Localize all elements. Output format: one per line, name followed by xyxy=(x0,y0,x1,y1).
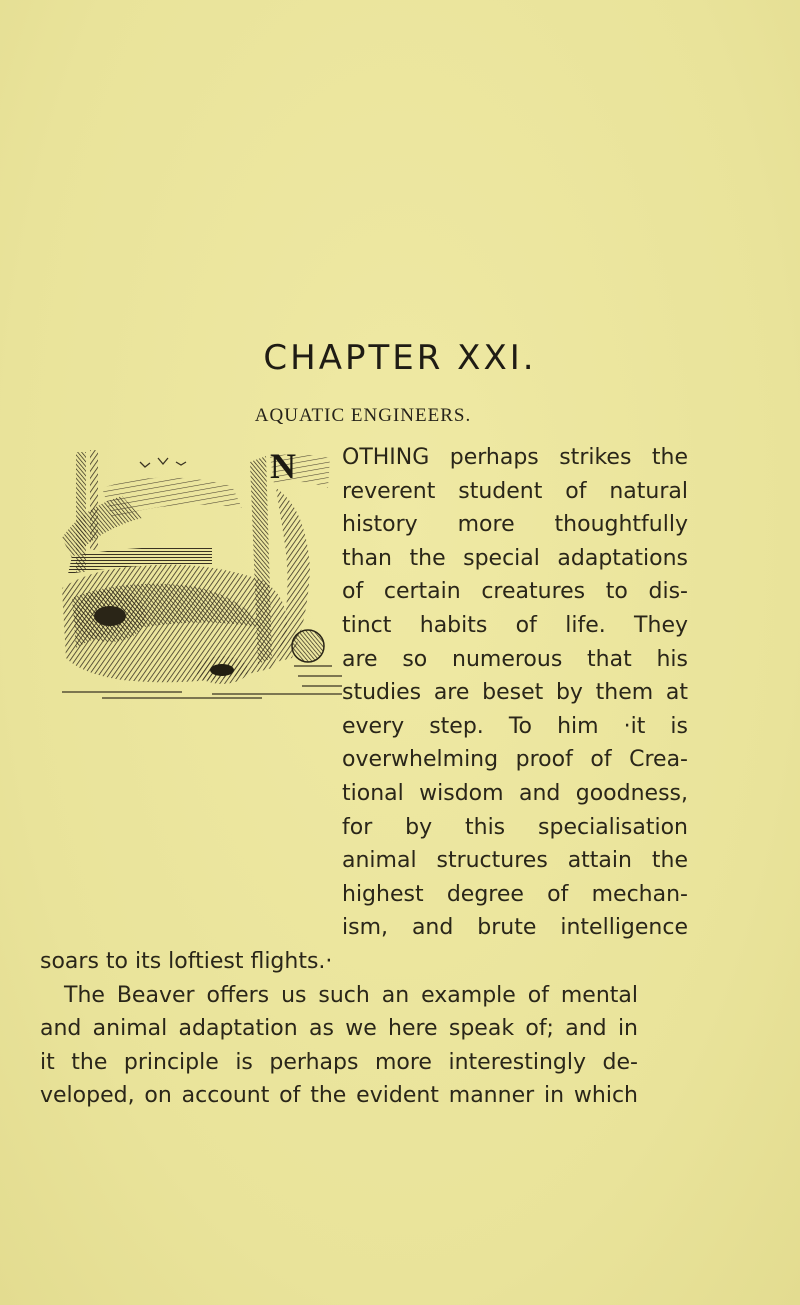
text-line: animal structures attain the xyxy=(342,848,688,874)
text-line: are so numerous that his xyxy=(342,646,688,672)
text-line: overwhelming proof of Crea- xyxy=(342,747,688,773)
text-line: highest degree of mechan- xyxy=(342,881,688,907)
chapter-title: CHAPTER XXI. xyxy=(263,338,537,378)
chapter-subtitle: AQUATIC ENGINEERS. xyxy=(254,405,472,426)
text-line: veloped, on account of the evident manner in which xyxy=(40,1083,638,1109)
text-line: history more thoughtfully xyxy=(342,512,688,538)
text-line: reverent student of natural xyxy=(342,478,688,504)
body-text xyxy=(40,441,688,1113)
text-line: studies are beset by them at xyxy=(342,680,688,706)
text-line: of certain creatures to dis- xyxy=(342,579,688,605)
text-line: soars to its loftiest flights.· xyxy=(40,948,333,974)
text-line: OTHING perhaps strikes the xyxy=(342,445,688,470)
text-line: it the principle is perhaps more interestingly de- xyxy=(40,1049,638,1075)
text-line: The Beaver offers us such an example of mental xyxy=(64,982,638,1008)
text-line: than the special adaptations xyxy=(342,545,688,571)
text-line: for by this specialisation xyxy=(342,814,688,840)
text-line: ism, and brute intelligence xyxy=(342,915,688,941)
text-line: every step. To him ·it is xyxy=(342,713,688,739)
drop-cap: N xyxy=(270,448,296,486)
text-line: and animal adaptation as we here speak of; and in xyxy=(40,1016,638,1042)
text-line: tional wisdom and goodness, xyxy=(342,780,688,806)
text-line: tinct habits of life. They xyxy=(342,612,688,638)
